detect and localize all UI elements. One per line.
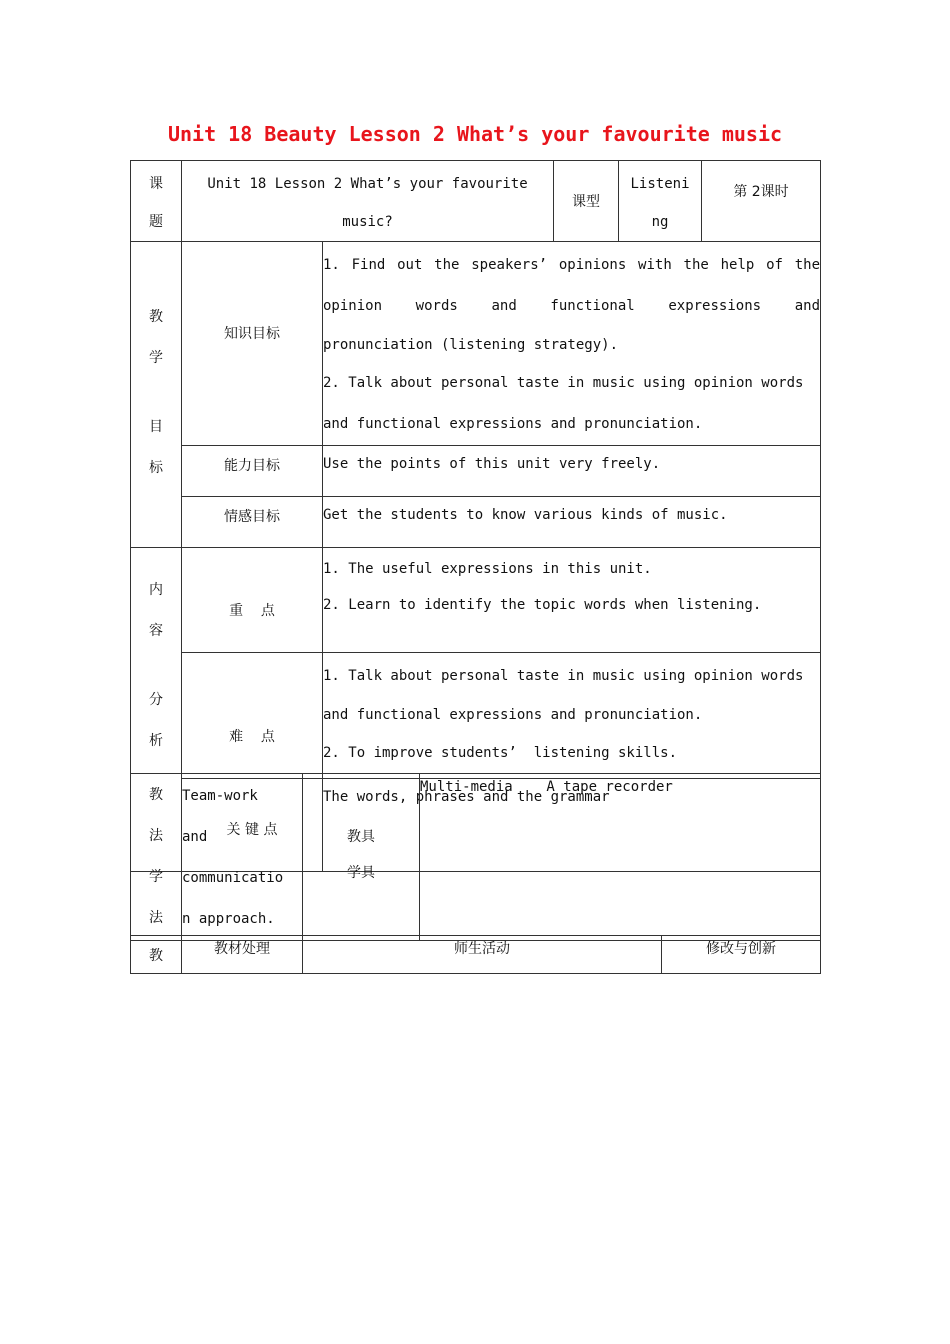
difficult-label: 难 点: [229, 729, 275, 745]
process-label: 教: [149, 947, 163, 964]
emotion-label-cell: [182, 497, 323, 548]
crux-text: The words, phrases and the grammar: [323, 789, 610, 805]
tools-label-line: 教具: [347, 829, 375, 845]
analysis-label-char: 分: [149, 692, 163, 708]
ability-label-cell: [182, 446, 323, 497]
process-col2: 师生活动: [454, 941, 510, 957]
process-header-row: [131, 936, 821, 974]
type-line: Listeni: [630, 176, 690, 192]
process-col3: 修改与创新: [706, 941, 776, 957]
key-line: 1. The useful expressions in this unit.: [323, 561, 652, 577]
crux-label: 关 键 点: [226, 822, 278, 838]
approach-line: n approach.: [182, 911, 275, 927]
analysis-label-char: 容: [149, 623, 163, 639]
topic-label-char: 课: [149, 176, 163, 192]
knowledge-line: 2. Talk about personal taste in music using opinion words: [323, 375, 804, 391]
methods-label-cell: [131, 774, 182, 941]
process-col1-cell: [182, 936, 303, 974]
emotion-text: Get the students to know various kinds of music.: [323, 507, 728, 523]
tools-label-line: 学具: [347, 865, 375, 881]
objective-knowledge-row: [131, 242, 821, 446]
key-content-cell: [323, 548, 821, 653]
objective-ability-row: [131, 446, 821, 497]
period: 第 2课时: [733, 184, 789, 200]
tools-content-cell: [420, 774, 821, 941]
methods-row: [131, 774, 821, 941]
objectives-label-char: 学: [149, 350, 163, 366]
methods-table: [130, 773, 821, 941]
key-label: 重 点: [229, 603, 275, 619]
knowledge-line: and functional expressions and pronunciation.: [323, 416, 703, 432]
difficult-line: 1. Talk about personal taste in music using opinion words: [323, 668, 804, 684]
type-label-cell: [554, 161, 619, 242]
process-label-cell: [131, 936, 182, 974]
analysis-label-char: 析: [149, 733, 163, 749]
analysis-difficult-row: [131, 653, 821, 779]
knowledge-line: opinion words and functional expressions and: [323, 298, 821, 314]
analysis-label-char: 内: [149, 582, 163, 598]
ability-text: Use the points of this unit very freely.: [323, 456, 661, 472]
tools-label-cell: [303, 774, 420, 941]
approach-cell: [182, 774, 303, 941]
process-col1: 教材处理: [214, 941, 270, 957]
knowledge-content-cell: [323, 242, 821, 446]
topic-cell: [182, 161, 554, 242]
methods-label-char: 法: [149, 828, 163, 844]
approach-line: Team-work: [182, 788, 258, 804]
emotion-label: 情感目标: [224, 509, 280, 525]
ability-label: 能力目标: [224, 458, 280, 474]
lesson-plan-table: [130, 160, 821, 872]
approach-line: and: [182, 829, 208, 845]
methods-label-char: 教: [149, 787, 163, 803]
objectives-label-char: 标: [149, 460, 163, 476]
process-col2-cell: [303, 936, 662, 974]
key-label-cell: [182, 548, 323, 653]
tools-text: Multi-media A tape recorder: [420, 779, 673, 795]
knowledge-label-cell: [182, 242, 323, 446]
type-label: 课型: [572, 194, 601, 210]
document-title: Unit 18 Beauty Lesson 2 What’s your favourite music: [167, 122, 783, 146]
objectives-label-char: 教: [149, 309, 163, 325]
objectives-label-cell: [131, 242, 182, 548]
difficult-content-cell: [323, 653, 821, 779]
process-col3-cell: [662, 936, 821, 974]
difficult-label-cell: [182, 653, 323, 779]
knowledge-line: pronunciation (listening strategy).: [323, 337, 619, 353]
methods-label-char: 法: [149, 910, 163, 926]
analysis-key-row: [131, 548, 821, 653]
process-table: [130, 935, 821, 974]
approach-line: communicatio: [182, 870, 284, 886]
topic-label-cell: [131, 161, 182, 242]
ability-content-cell: [323, 446, 821, 497]
difficult-line: 2. To improve students’ listening skills.: [323, 745, 678, 761]
key-line: 2. Learn to identify the topic words when listening.: [323, 597, 762, 613]
objective-emotion-row: [131, 497, 821, 548]
topic-line: Unit 18 Lesson 2 What’s your favourite: [207, 176, 528, 192]
objectives-label-char: 目: [149, 419, 163, 435]
type-cell: [619, 161, 702, 242]
topic-row: [131, 161, 821, 242]
type-line: ng: [651, 214, 669, 230]
knowledge-line: 1. Find out the speakers’ opinions with the help of the: [323, 257, 821, 273]
difficult-line: and functional expressions and pronunciation.: [323, 707, 703, 723]
emotion-content-cell: [323, 497, 821, 548]
topic-label-char: 题: [149, 214, 163, 230]
period-cell: [702, 161, 821, 242]
methods-label-char: 学: [149, 869, 163, 885]
topic-line: music?: [342, 214, 393, 230]
knowledge-label: 知识目标: [224, 326, 280, 342]
